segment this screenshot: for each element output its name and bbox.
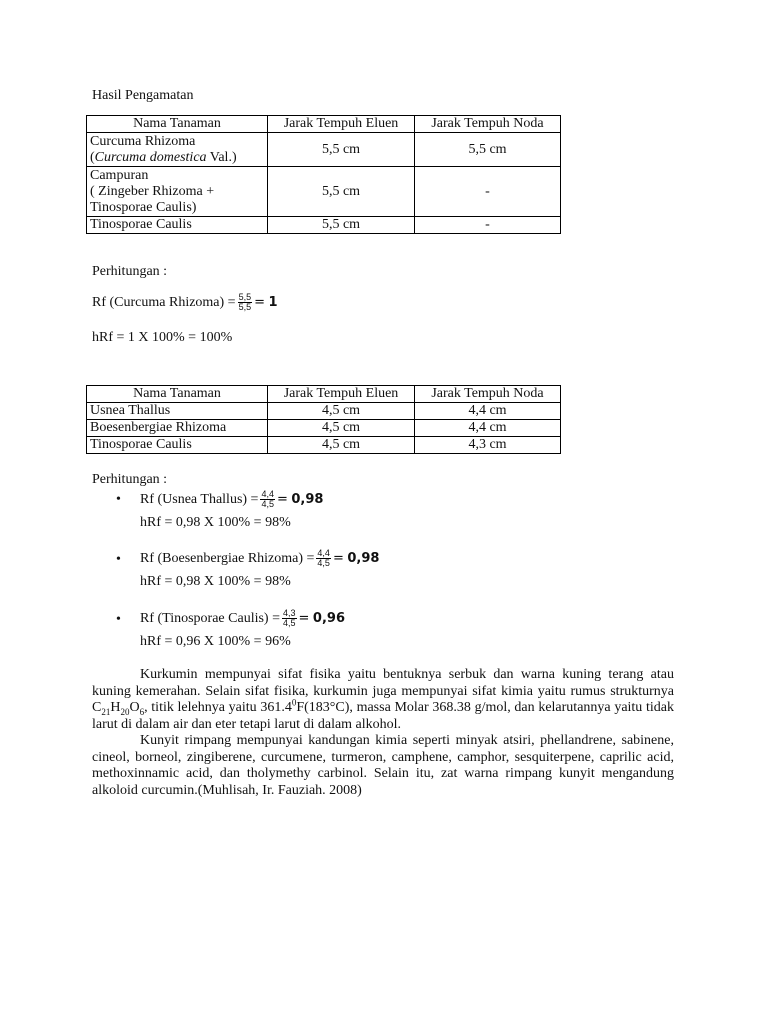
- fraction-numerator: 4,3: [283, 608, 296, 619]
- cell-name: [87, 167, 268, 217]
- cell-eluen: 4,5 cm: [268, 420, 415, 437]
- rf-text: Rf (Tinosporae Caulis) =: [140, 611, 280, 626]
- name-line: Tinosporae Caulis): [90, 199, 197, 215]
- rf-formula: [140, 609, 345, 629]
- cell-noda: 4,4 cm: [415, 403, 561, 420]
- paragraph-text: H: [110, 700, 121, 715]
- rf-result: 0,98: [347, 551, 380, 566]
- subscript: 6: [139, 706, 145, 717]
- header-jarak-eluen: Jarak Tempuh Eluen: [268, 386, 415, 403]
- table-row: [87, 420, 561, 437]
- paragraph-text: , titik lelehnya yaitu 361.4: [144, 700, 292, 715]
- name-line: Campuran: [90, 167, 149, 183]
- equals-sign: =: [298, 611, 310, 626]
- cell-eluen: 5,5 cm: [268, 167, 415, 217]
- cell-eluen: 4,5 cm: [268, 403, 415, 420]
- rf-result: 0,98: [291, 492, 324, 507]
- hrf-formula: hRf = 0,98 X 100% = 98%: [140, 515, 291, 530]
- cell-eluen: 4,5 cm: [268, 437, 415, 454]
- calc-label: Perhitungan :: [92, 264, 168, 279]
- header-nama-tanaman: Nama Tanaman: [87, 116, 268, 133]
- superscript: 0: [291, 697, 297, 708]
- rf-text: Rf (Boesenbergiae Rhizoma) =: [140, 551, 315, 566]
- fraction-denominator: 4,5: [261, 499, 274, 510]
- paragraph-text: O: [129, 700, 140, 715]
- name-line: ( Zingeber Rhizoma +: [90, 183, 215, 199]
- header-nama-tanaman: Nama Tanaman: [87, 386, 268, 403]
- table-row: [87, 133, 561, 167]
- table-row: [87, 403, 561, 420]
- bullet-icon: •: [116, 492, 121, 507]
- cell-eluen: 5,5 cm: [268, 133, 415, 167]
- cell-noda: 5,5 cm: [415, 133, 561, 167]
- fraction-denominator: 4,5: [317, 558, 330, 569]
- rf-result: 1: [268, 295, 278, 310]
- fraction-denominator: 4,5: [283, 618, 296, 629]
- header-jarak-eluen: Jarak Tempuh Eluen: [268, 116, 415, 133]
- bullet-icon: •: [116, 552, 121, 567]
- cell-name: Usnea Thallus: [87, 403, 268, 420]
- rf-text: Rf (Curcuma Rhizoma) =: [92, 295, 236, 310]
- fraction: [260, 490, 275, 509]
- species-name: Curcuma domestica: [94, 149, 207, 165]
- cell-name: Tinosporae Caulis: [87, 217, 268, 234]
- rf-formula: [92, 293, 278, 313]
- equals-sign: =: [276, 492, 288, 507]
- cell-noda: -: [415, 217, 561, 234]
- rf-result: 0,96: [312, 611, 345, 626]
- rf-formula: [140, 549, 379, 569]
- hrf-formula: hRf = 1 X 100% = 100%: [92, 330, 233, 345]
- table-row: [87, 437, 561, 454]
- paragraph-kurkumin: [92, 667, 674, 733]
- hrf-formula: hRf = 0,96 X 100% = 96%: [140, 634, 291, 649]
- fraction-numerator: 4,4: [317, 548, 330, 559]
- table-observation-1: [86, 115, 561, 234]
- paragraph-text: F(183°C), massa Molar 368.38 g/mol, dan kelarutannya yaitu tidak larut di dalam air dan eter tetapi larut di dalam alkohol.: [92, 700, 674, 732]
- header-jarak-noda: Jarak Tempuh Noda: [415, 116, 561, 133]
- rf-text: Rf (Usnea Thallus) =: [140, 492, 259, 507]
- fraction: [282, 609, 297, 628]
- rf-formula: [140, 490, 323, 510]
- table-row: [87, 167, 561, 217]
- table-header-row: [87, 116, 561, 133]
- author-abbrev: Val.): [206, 149, 237, 165]
- table-header-row: [87, 386, 561, 403]
- cell-noda: 4,4 cm: [415, 420, 561, 437]
- table-observation-2: [86, 385, 561, 454]
- paragraph-kunyit: Kunyit rimpang mempunyai kandungan kimia seperti minyak atsiri, phellandrene, sabinene, cineol, borneol, zingiberene, curcumene, turmeron, camphene, camphor, sesquiterpene, caprilic acid, methoxinnamic acid, dan tholymethy carbinol. Selain itu, zat warna rimpang kunyit mengandung alkoloid curcumin.(Muhlisah, Ir. Fauziah. 2008): [92, 733, 674, 798]
- calc-label: Perhitungan :: [92, 472, 168, 487]
- paragraph-text: Kurkumin mempunyai sifat fisika yaitu bentuknya serbuk dan warna kuning terang atau kuning kemerahan. Selain sifat fisika, kurkumin juga mempunyai sifat kimia yaitu rumus strukturnya C: [92, 667, 674, 715]
- table-row: [87, 217, 561, 234]
- fraction: [238, 293, 253, 312]
- name-line: Curcuma Rhizoma: [90, 133, 196, 149]
- cell-name: [87, 133, 268, 167]
- cell-name: Tinosporae Caulis: [87, 437, 268, 454]
- name-paren: (: [90, 149, 95, 165]
- cell-noda: 4,3 cm: [415, 437, 561, 454]
- subscript: 21: [101, 706, 111, 717]
- fraction-denominator: 5,5: [238, 302, 252, 313]
- cell-name: Boesenbergiae Rhizoma: [87, 420, 268, 437]
- body-paragraphs: [92, 667, 674, 799]
- fraction: [316, 549, 331, 568]
- cell-noda: -: [415, 167, 561, 217]
- header-jarak-noda: Jarak Tempuh Noda: [415, 386, 561, 403]
- equals-sign: =: [332, 551, 344, 566]
- hrf-formula: hRf = 0,98 X 100% = 98%: [140, 574, 291, 589]
- bullet-icon: •: [116, 612, 121, 627]
- fraction-numerator: 5,5: [238, 292, 252, 303]
- page-heading: Hasil Pengamatan: [92, 88, 194, 103]
- subscript: 20: [120, 706, 130, 717]
- fraction-numerator: 4,4: [261, 489, 274, 500]
- equals-sign: =: [254, 295, 266, 310]
- cell-eluen: 5,5 cm: [268, 217, 415, 234]
